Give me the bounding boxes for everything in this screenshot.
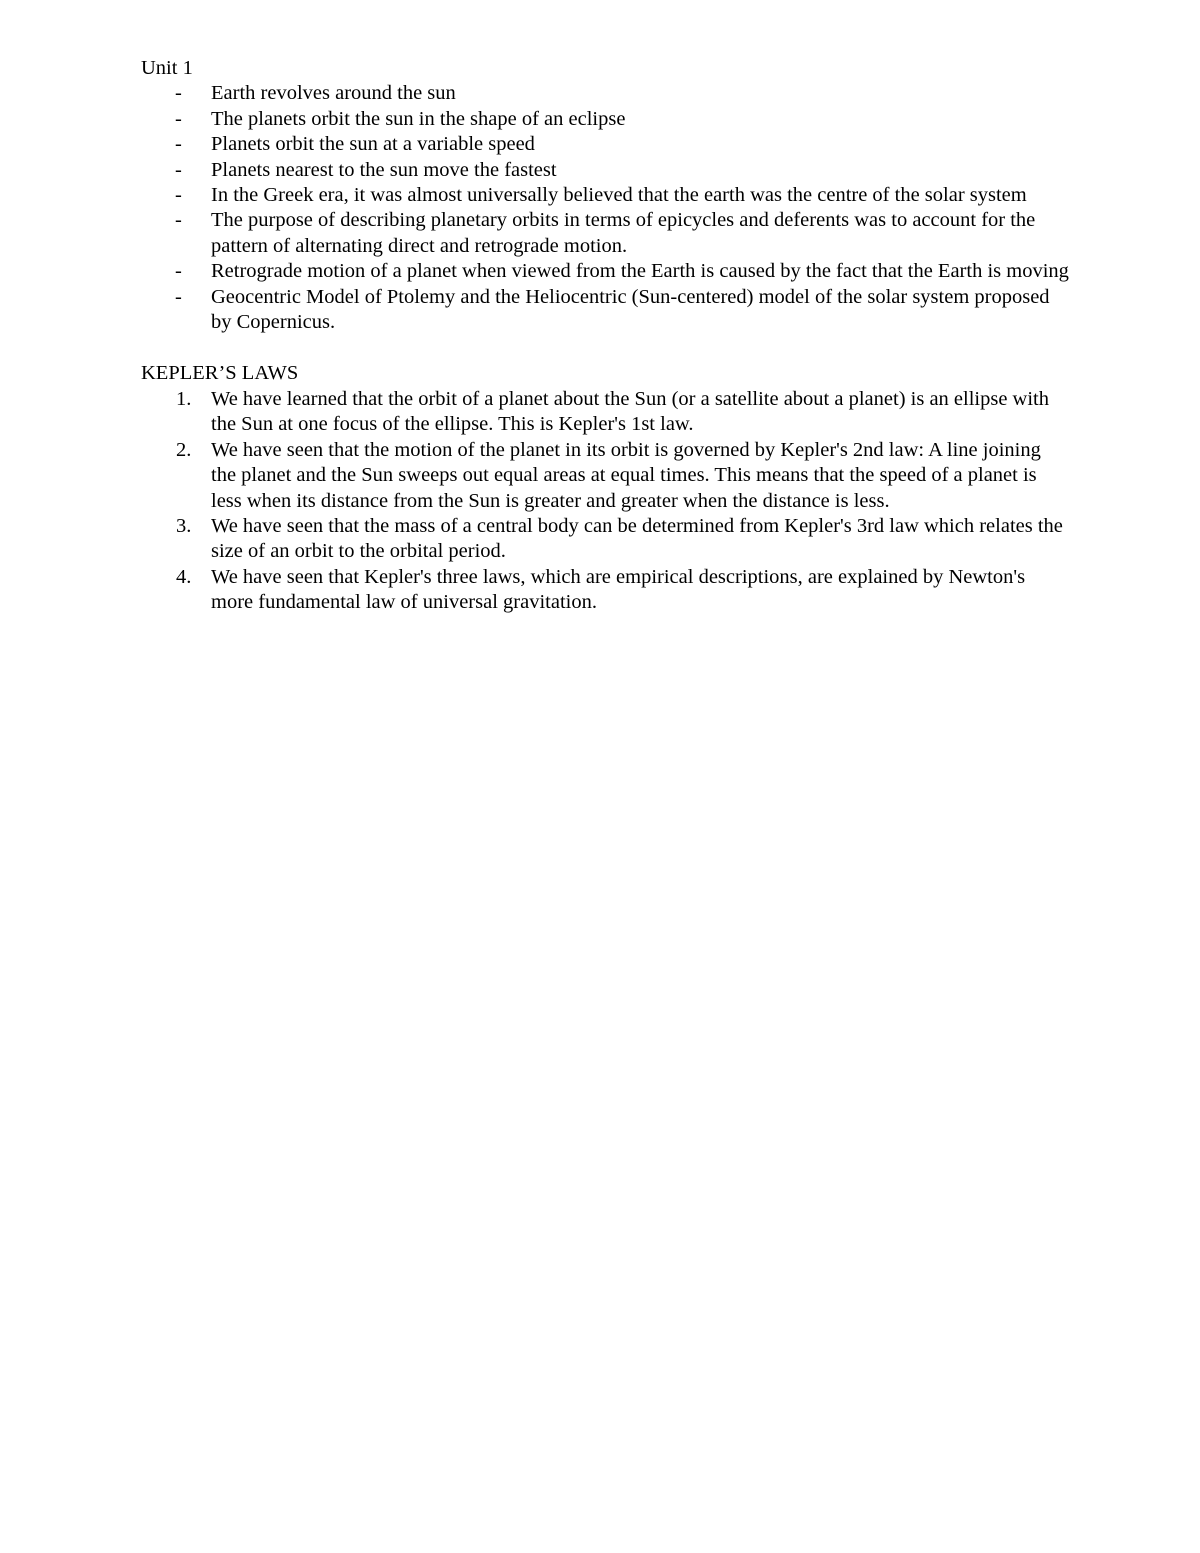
list-item-text: Earth revolves around the sun (211, 82, 456, 105)
section-spacer (141, 335, 1071, 361)
list-item-text: Planets orbit the sun at a variable speed (211, 133, 535, 156)
list-item-text: The planets orbit the sun in the shape of an eclipse (211, 107, 626, 130)
list-item-text: In the Greek era, it was almost universally believed that the earth was the centre of the solar system (211, 184, 1027, 207)
list-item (141, 438, 1071, 514)
list-item (141, 259, 1071, 284)
list-item-text: Retrograde motion of a planet when viewed from the Earth is caused by the fact that the Earth is moving (211, 260, 1069, 283)
bullet-dash: - (175, 133, 182, 156)
list-item (141, 514, 1071, 565)
list-item (141, 158, 1071, 183)
list-number: 4. (176, 565, 192, 588)
list-item-text: We have seen that Kepler's three laws, which are empirical descriptions, are explained by Newton's more fundamental law of universal gravitation. (211, 565, 1026, 614)
list-item (141, 208, 1071, 259)
bullet-dash: - (175, 158, 182, 181)
list-item-text: Geocentric Model of Ptolemy and the Heliocentric (Sun-centered) model of the solar system proposed by Copernicus. (211, 285, 1050, 334)
list-item (141, 565, 1071, 616)
bullet-dash: - (175, 107, 182, 130)
document-page (141, 56, 1071, 616)
list-number: 2. (176, 438, 192, 461)
bullet-dash: - (175, 82, 182, 105)
list-item-text: Planets nearest to the sun move the fastest (211, 158, 557, 181)
list-item-text: We have seen that the mass of a central body can be determined from Kepler's 3rd law which relates the size of an orbit to the orbital period. (211, 514, 1063, 563)
bullet-dash: - (175, 260, 182, 283)
list-item (141, 107, 1071, 132)
list-item-text: We have seen that the motion of the planet in its orbit is governed by Kepler's 2nd law: A line joining the planet and the Sun sweeps out equal areas at equal times. This means that the speed of a planet is less when its distance from the Sun is greater and greater when the distance is less. (211, 438, 1041, 512)
list-item-text: We have learned that the orbit of a planet about the Sun (or a satellite about a planet) is an ellipse with the Sun at one focus of the ellipse. This is Kepler's 1st law. (211, 387, 1049, 436)
list-item (141, 132, 1071, 157)
list-item (141, 183, 1071, 208)
list-item (141, 81, 1071, 106)
bullet-dash: - (175, 209, 182, 232)
list-item (141, 387, 1071, 438)
unit-bullet-list (141, 81, 1071, 335)
bullet-dash: - (175, 285, 182, 308)
kepler-numbered-list (141, 387, 1071, 616)
bullet-dash: - (175, 184, 182, 207)
unit-heading: Unit 1 (141, 57, 193, 79)
kepler-heading: KEPLER’S LAWS (141, 362, 299, 385)
list-number: 1. (176, 387, 192, 410)
list-item (141, 285, 1071, 336)
list-number: 3. (176, 514, 192, 537)
list-item-text: The purpose of describing planetary orbits in terms of epicycles and deferents was to account for the pattern of alternating direct and retrograde motion. (211, 209, 1036, 257)
